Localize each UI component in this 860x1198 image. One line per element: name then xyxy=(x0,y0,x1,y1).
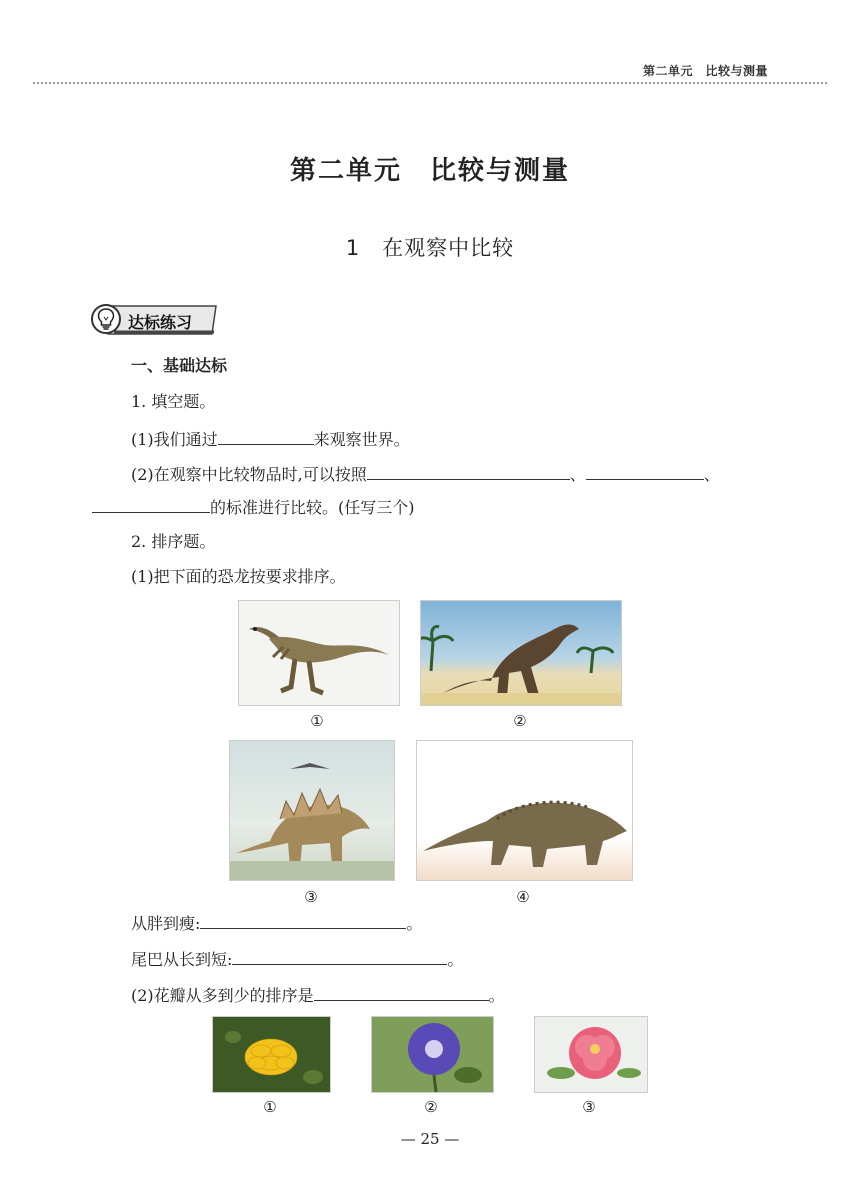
flower-image-3 xyxy=(534,1016,648,1093)
dinosaur-image-2 xyxy=(420,600,622,706)
answer-blank[interactable] xyxy=(314,984,489,1001)
tail-row xyxy=(131,948,463,970)
q1-part1-suffix: 来观察世界。 xyxy=(313,430,410,449)
end-mark: 。 xyxy=(406,914,423,933)
caption-flower-2: ② xyxy=(424,1098,438,1116)
caption-2: ② xyxy=(513,712,527,730)
separator: 、 xyxy=(703,465,720,484)
q1-part2 xyxy=(131,463,720,485)
q1-title: 1. 填空题。 xyxy=(131,392,216,411)
header-divider xyxy=(33,82,827,84)
separator: 、 xyxy=(569,465,586,484)
unit-title: 第二单元 比较与测量 xyxy=(289,156,570,186)
dinosaur-image-4 xyxy=(416,740,633,881)
section-heading: 一、基础达标 xyxy=(131,356,228,375)
end-mark: 。 xyxy=(488,986,505,1005)
tail-label: 尾巴从长到短: xyxy=(131,950,233,969)
flower-image-2 xyxy=(371,1016,494,1093)
caption-4: ④ xyxy=(516,888,530,906)
end-mark: 。 xyxy=(447,950,464,969)
caption-3: ③ xyxy=(304,888,318,906)
q1-part2-prefix: (2)在观察中比较物品时,可以按照 xyxy=(131,465,367,484)
answer-blank[interactable] xyxy=(218,428,314,445)
answer-blank[interactable] xyxy=(92,496,210,513)
q2-part2-prefix: (2)花瓣从多到少的排序是 xyxy=(131,986,314,1005)
page-number: — 25 — xyxy=(400,1130,460,1148)
fat-to-thin-label: 从胖到瘦: xyxy=(131,914,201,933)
q1-part1 xyxy=(131,428,410,450)
lesson-title: 1 在观察中比较 xyxy=(345,236,515,260)
q1-part1-prefix: (1)我们通过 xyxy=(131,430,218,449)
running-header: 第二单元 比较与测量 xyxy=(642,64,768,78)
caption-flower-3: ③ xyxy=(582,1098,596,1116)
flower-image-1 xyxy=(212,1016,331,1093)
badge-label: 达标练习 xyxy=(128,313,193,332)
answer-blank[interactable] xyxy=(586,463,704,480)
answer-blank[interactable] xyxy=(232,948,447,965)
caption-1: ① xyxy=(310,712,324,730)
fat-to-thin-row xyxy=(131,912,422,934)
q1-part2-suffix: 的标准进行比较。(任写三个) xyxy=(210,498,415,517)
answer-blank[interactable] xyxy=(200,912,406,929)
caption-flower-1: ① xyxy=(263,1098,277,1116)
q2-part2 xyxy=(131,984,505,1006)
q1-part2-cont xyxy=(92,496,415,518)
q2-part1: (1)把下面的恐龙按要求排序。 xyxy=(131,567,346,586)
dinosaur-image-3 xyxy=(229,740,395,881)
answer-blank[interactable] xyxy=(367,463,570,480)
dinosaur-image-1 xyxy=(238,600,400,706)
q2-title: 2. 排序题。 xyxy=(131,532,216,551)
